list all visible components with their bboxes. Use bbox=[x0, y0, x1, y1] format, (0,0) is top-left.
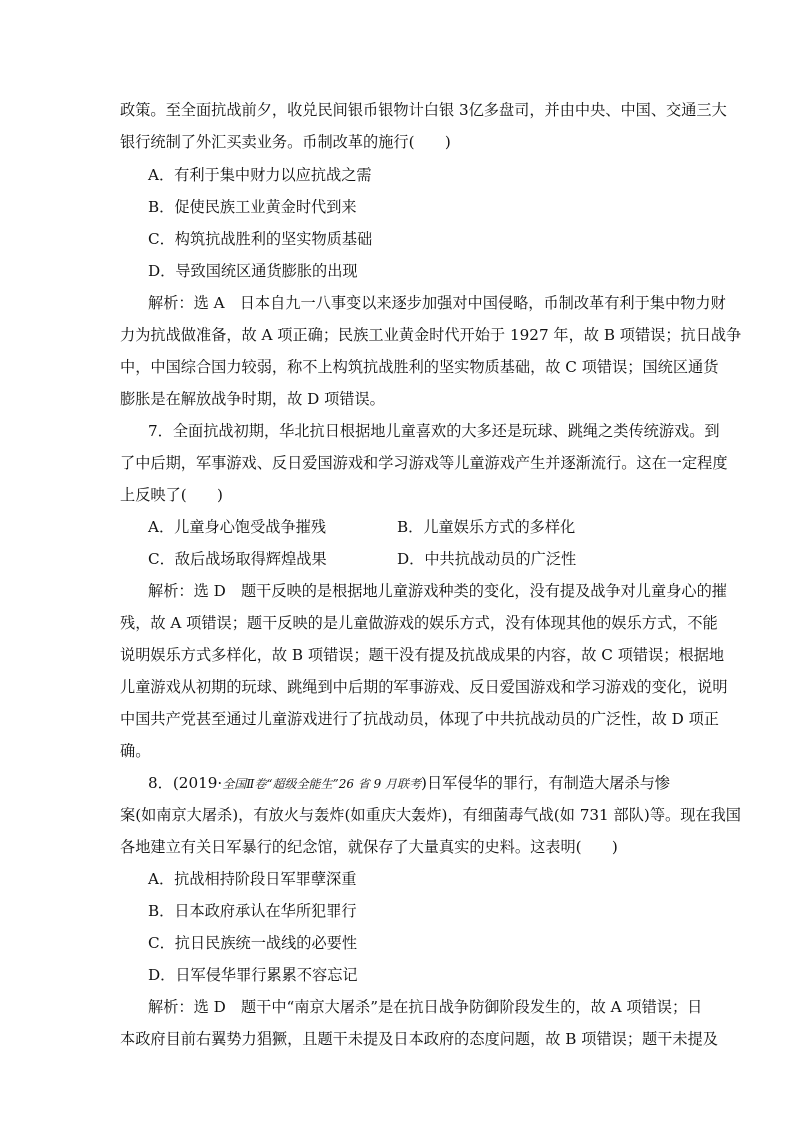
analysis-line: 解析：选 D 题干中“南京大屠杀”是在抗日战争防御阶段发生的，故 A 项错误；日 bbox=[148, 998, 703, 1016]
analysis-line: 确。 bbox=[120, 742, 151, 760]
option-b: B．儿童娱乐方式的多样化 bbox=[397, 518, 576, 536]
option-d: D．日军侵华罪行累累不容忘记 bbox=[148, 966, 358, 984]
option-d: D．中共抗战动员的广泛性 bbox=[397, 550, 577, 568]
q8-rest: )日军侵华的罪行，有制造大屠杀与惨 bbox=[421, 774, 670, 792]
question-8-line: 各地建立有关日军暴行的纪念馆，就保存了大量真实的史料。这表明( ) bbox=[120, 838, 618, 856]
analysis-line: 中国共产党甚至通过儿童游戏进行了抗战动员，体现了中共抗战动员的广泛性，故 D 项正 bbox=[120, 710, 719, 728]
analysis-line: 残，故 A 项错误；题干反映的是儿童做游戏的娱乐方式，没有体现其他的娱乐方式，不能 bbox=[120, 614, 718, 632]
option-d: D．导致国统区通货膨胀的出现 bbox=[148, 262, 358, 280]
paragraph-line: 银行统制了外汇买卖业务。币制改革的施行( ) bbox=[120, 133, 451, 151]
analysis-line: 中，中国综合国力较弱，称不上构筑抗战胜利的坚实物质基础，故 C 项错误；国统区通货 bbox=[120, 358, 719, 376]
options-row bbox=[0, 512, 794, 542]
question-7-line: 了中后期，军事游戏、反日爱国游戏和学习游戏等儿童游戏产生并逐渐流行。这在一定程度 bbox=[120, 454, 728, 472]
analysis-line: 力为抗战做准备，故 A 项正确；民族工业黄金时代开始于 1927 年，故 B 项错误；抗日战争 bbox=[120, 326, 742, 344]
analysis-line: 本政府目前右翼势力猖獗，且题干未提及日本政府的态度问题，故 B 项错误；题干未提及 bbox=[120, 1030, 718, 1048]
analysis-line: 解析：选 A 日本自九一八事变以来逐步加强对中国侵略，币制改革有利于集中物力财 bbox=[148, 294, 726, 312]
option-a: A．儿童身心饱受战争摧残 bbox=[148, 518, 327, 536]
option-a: A．抗战相持阶段日军罪孽深重 bbox=[148, 870, 357, 888]
options-row bbox=[0, 544, 794, 574]
option-c: C．抗日民族统一战线的必要性 bbox=[148, 934, 358, 952]
analysis-line: 说明娱乐方式多样化，故 B 项错误；题干没有提及抗战成果的内容，故 C 项错误；根据地 bbox=[120, 646, 725, 664]
question-8-line: 案(如南京大屠杀)，有放火与轰炸(如重庆大轰炸)，有细菌毒气战(如 731 部队)等。现在我国 bbox=[120, 806, 741, 824]
option-c: C．敌后战场取得辉煌战果 bbox=[148, 550, 327, 568]
analysis-line: 儿童游戏从初期的玩球、跳绳到中后期的军事游戏、反日爱国游戏和学习游戏的变化，说明 bbox=[120, 678, 728, 696]
question-7-line: 7．全面抗战初期，华北抗日根据地儿童喜欢的大多还是玩球、跳绳之类传统游戏。到 bbox=[148, 422, 720, 440]
question-8-line bbox=[0, 768, 794, 798]
q8-prefix: 8．(2019· bbox=[148, 774, 223, 792]
question-7-line: 上反映了( ) bbox=[120, 486, 223, 504]
option-b: B．促使民族工业黄金时代到来 bbox=[148, 198, 357, 216]
q8-source: 全国Ⅱ卷“超级全能生”26 省 9 月联考 bbox=[222, 777, 422, 791]
option-c: C．构筑抗战胜利的坚实物质基础 bbox=[148, 230, 373, 248]
option-a: A．有利于集中财力以应抗战之需 bbox=[148, 166, 372, 184]
analysis-line: 膨胀是在解放战争时期，故 D 项错误。 bbox=[120, 390, 385, 408]
analysis-line: 解析：选 D 题干反映的是根据地儿童游戏种类的变化，没有提及战争对儿童身心的摧 bbox=[148, 582, 727, 600]
paragraph-line: 政策。至全面抗战前夕，收兑民间银币银物计白银 3亿多盘司，并由中央、中国、交通三大 bbox=[120, 101, 727, 119]
option-b: B．日本政府承认在华所犯罪行 bbox=[148, 902, 357, 920]
